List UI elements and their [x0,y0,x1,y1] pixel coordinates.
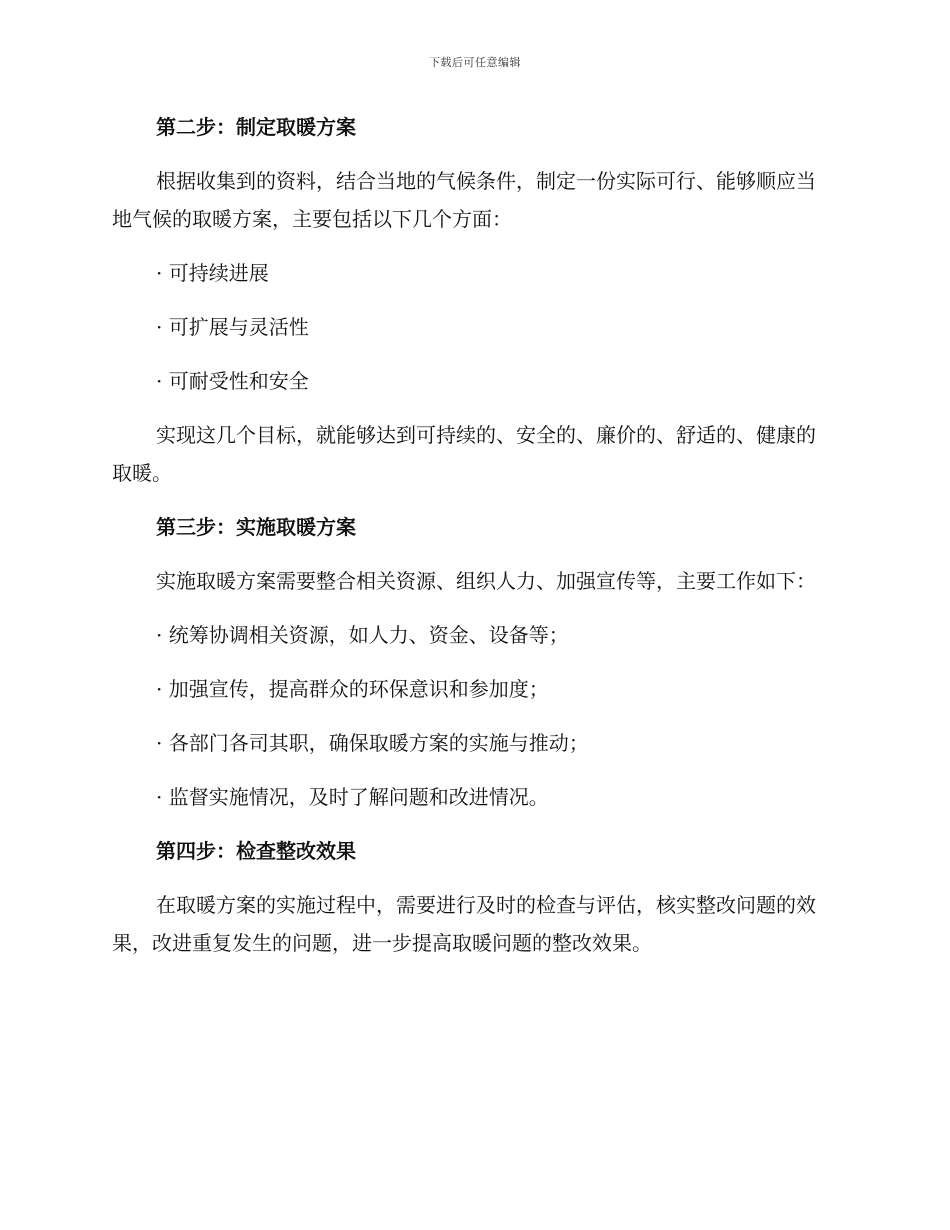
section-2-outro-paragraph: 实现这几个目标，就能够达到可持续的、安全的、廉价的、舒适的、健康的取暖。 [112,423,816,485]
section-heading-step-4: 第四步：检查整改效果 [156,839,356,863]
section-heading-step-3: 第三步：实施取暖方案 [156,515,356,539]
section-2-bullet-2: · 可扩展与灵活性 [156,315,309,339]
section-heading-step-2: 第二步：制定取暖方案 [156,115,356,139]
section-2-bullet-1: · 可持续进展 [156,261,269,285]
header-note: 下载后可任意编辑 [429,56,521,69]
section-2-intro-paragraph: 根据收集到的资料，结合当地的气候条件，制定一份实际可行、能够顺应当地气候的取暖方案，主要包括以下几个方面： [112,169,816,231]
document-body [112,108,832,978]
section-3-intro-paragraph: 实施取暖方案需要整合相关资源、组织人力、加强宣传等，主要工作如下： [156,569,816,593]
section-2-bullet-3: · 可耐受性和安全 [156,369,309,393]
section-3-bullet-1: · 统筹协调相关资源，如人力、资金、设备等； [156,623,569,647]
section-3-bullet-2: · 加强宣传，提高群众的环保意识和参加度； [156,677,549,701]
section-4-intro-paragraph: 在取暖方案的实施过程中，需要进行及时的检查与评估，核实整改问题的效果，改进重复发生的问题，进一步提高取暖问题的整改效果。 [112,893,816,955]
section-3-bullet-4: · 监督实施情况，及时了解问题和改进情况。 [156,785,549,809]
section-3-bullet-3: · 各部门各司其职，确保取暖方案的实施与推动； [156,731,589,755]
